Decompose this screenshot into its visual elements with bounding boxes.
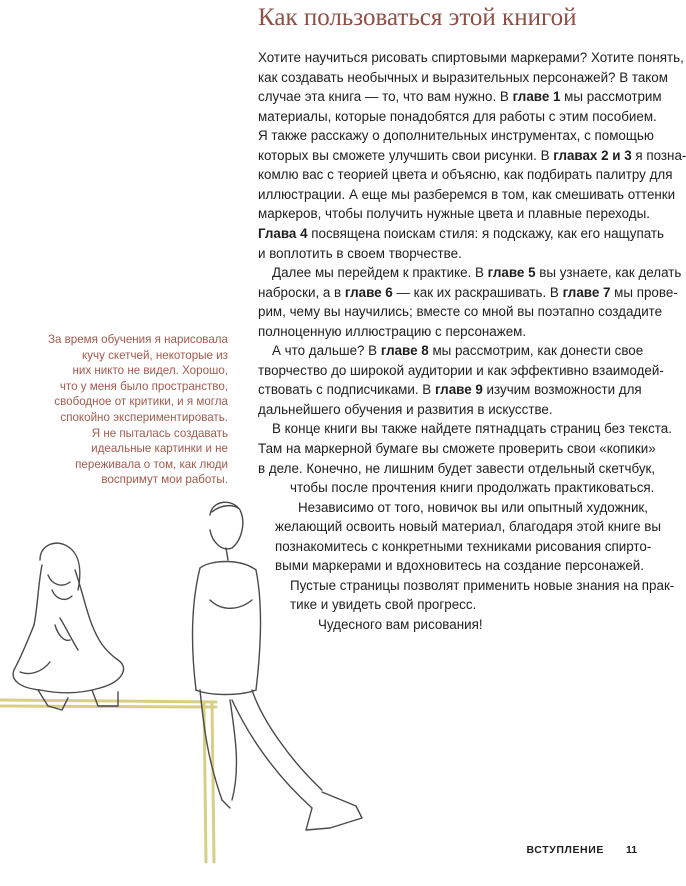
body-text-span: чтобы после прочтения книги продолжать практиковаться. xyxy=(290,480,655,496)
sidebar-line: свободное от критики, и я могла xyxy=(54,395,228,409)
body-text-span: изучим возможности для xyxy=(482,382,642,398)
page-number: 11 xyxy=(626,844,638,856)
body-text-span: Я также расскажу о дополнительных инструментах, с помощью xyxy=(258,128,654,144)
body-text-span: Пустые страницы позволят применить новые знания на прак- xyxy=(290,577,675,593)
chapter-reference: главах 2 и 3 xyxy=(553,147,632,163)
chapter-reference: главе 6 xyxy=(344,284,393,300)
body-text-span: мы рассмотрим, как донести свое xyxy=(428,343,644,359)
body-text-span: которых вы сможете улучшить свои рисунки. В xyxy=(258,147,554,163)
sidebar-line: Я не пыталась создавать xyxy=(91,426,228,440)
boy-sketch xyxy=(193,502,362,830)
body-text-span: вы узнаете, как делать xyxy=(535,265,682,281)
body-text-span: рим, чему вы научились; вместе со мной вы поэтапно создадите xyxy=(258,304,663,320)
body-text-span: Там на маркерной бумаге вы сможете проверить свои «копики» xyxy=(258,441,656,456)
body-text-span: тике и увидеть свой прогресс. xyxy=(290,597,477,613)
body-text-span: наброски, а в xyxy=(258,284,345,300)
body-text-span: маркеров, чтобы получить нужные цвета и плавные переходы. xyxy=(258,206,650,222)
sidebar-line: переживала о том, как люди xyxy=(75,457,228,471)
sidebar-line: За время обучения я нарисовала xyxy=(47,333,228,346)
body-text-span: я позна- xyxy=(631,147,686,163)
body-text-span: В конце книги вы также найдете пятнадцать страниц без текста. xyxy=(272,421,672,437)
body-text-span: мы прове- xyxy=(610,284,678,300)
sidebar-line: них никто не видел. Хорошо, xyxy=(72,364,228,378)
body-text-span: в деле. Конечно, не лишним будет завести отдельный скетчбук, xyxy=(258,460,656,476)
sidebar-line: спокойно экспериментировать. xyxy=(60,411,228,424)
body-text-span: Чудесного вам рисования! xyxy=(318,616,483,632)
body-text-span: как создавать необычных и выразительных персонажей? В таком xyxy=(258,69,668,85)
girl-sketch xyxy=(13,543,123,710)
chapter-reference: главе 1 xyxy=(512,89,561,105)
body-text-span: Далее мы перейдем к практике. В xyxy=(272,265,488,281)
body-text-span: комлю вас с теорией цвета и объясню, как подбирать палитру для xyxy=(258,167,673,183)
sidebar-line: идеальные картинки и не xyxy=(91,442,228,456)
body-text-span: познакомитесь с конкретными техниками рисования спирто- xyxy=(275,538,652,554)
page-title: Как пользоваться этой книгой xyxy=(258,4,577,31)
body-text-span: и воплотить в своем творчестве. xyxy=(258,245,462,261)
body-text-span: желающий освоить новый материал, благодаря этой книге вы xyxy=(275,519,662,535)
body-text-span: Хотите научиться рисовать спиртовыми маркерами? Хотите понять, xyxy=(258,50,684,65)
chapter-reference: главе 9 xyxy=(434,382,483,398)
body-text-span: дальнейшего обучения и развития в искусстве. xyxy=(258,401,553,417)
body-text-span: иллюстрации. А еще мы разберемся в том, как смешивать оттенки xyxy=(258,186,676,202)
sidebar-line: кучу скетчей, некоторые из xyxy=(82,348,228,362)
body-text-span: — как их раскрашивать. В xyxy=(392,284,563,300)
body-text-span: посвящена поискам стиля: я подскажу, как его нащупать xyxy=(307,225,664,241)
sidebar-line: что у меня было пространство, xyxy=(59,379,228,393)
chapter-reference: главе 8 xyxy=(380,343,429,359)
body-text-span: творчество до широкой аудитории и как эффективно взаимодей- xyxy=(258,362,664,378)
body-text-span: А что дальше? В xyxy=(272,343,381,359)
body-text-span: ствовать с подписчиками. В xyxy=(258,382,435,398)
chapter-reference: главе 7 xyxy=(562,284,611,300)
body-text-span: выми маркерами и вдохновитесь на создание персонажей. xyxy=(275,558,644,574)
body-text-span: полноценную иллюстрацию с персонажем. xyxy=(258,323,527,339)
body-text-span: Независимо от того, новичок вы или опытный художник, xyxy=(298,499,648,515)
body-text-span: случае эта книга — то, что вам нужно. В xyxy=(258,89,513,105)
chapter-reference: Глава 4 xyxy=(258,225,308,241)
sidebar-line: воспримут мои работы. xyxy=(101,473,228,487)
body-text-span: мы рассмотрим xyxy=(560,89,662,105)
body-text-span: материалы, которые понадобятся для работы с этим пособием. xyxy=(258,108,657,124)
fence-rail xyxy=(0,700,216,862)
footer-section: ВСТУПЛЕНИЕ xyxy=(526,844,604,856)
chapter-reference: главе 5 xyxy=(487,265,536,281)
